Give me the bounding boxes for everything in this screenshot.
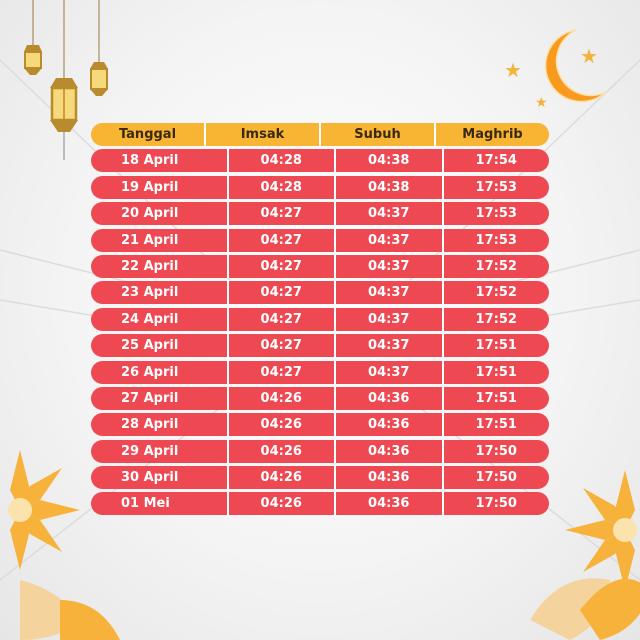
date-cell: 25 April [91,334,229,357]
date-cell: 22 April [91,255,229,278]
date-cell: 23 April [91,281,229,304]
subuh-cell: 04:37 [336,308,444,331]
imsak-cell: 04:28 [229,149,337,172]
date-cell: 28 April [91,413,229,436]
imsak-cell: 04:27 [229,308,337,331]
date-cell: 27 April [91,387,229,410]
maghrib-cell: 17:52 [475,311,517,327]
maghrib-cell: 17:50 [475,470,517,486]
date-cell: 26 April [91,361,229,384]
table-body [91,149,549,515]
imsak-cell: 04:27 [229,334,337,357]
subuh-cell: 04:36 [336,387,444,410]
imsak-cell: 04:26 [229,440,337,463]
maghrib-cell: 17:50 [475,496,517,512]
maghrib-cell: 17:51 [475,364,517,380]
date-cell: 18 April [91,149,229,172]
table-row [91,361,549,384]
imsak-cell: 04:27 [229,361,337,384]
maghrib-cell: 17:53 [475,179,517,195]
lantern-icon [44,0,84,170]
table-row [91,466,549,489]
imsak-cell: 04:27 [229,229,337,252]
date-cell: 30 April [91,466,229,489]
table-row [91,281,549,304]
subuh-cell: 04:36 [336,466,444,489]
lantern-icon [86,0,112,110]
date-cell: 24 April [91,308,229,331]
imsak-cell: 04:26 [229,387,337,410]
column-header-imsak: Imsak [206,123,321,146]
imsak-cell: 04:26 [229,492,337,515]
date-cell: 20 April [91,202,229,225]
maghrib-cell: 17:53 [475,232,517,248]
table-header [91,123,549,146]
maghrib-cell: 17:51 [475,390,517,406]
column-header-maghrib: Maghrib [462,127,523,142]
maghrib-cell: 17:52 [475,258,517,274]
subuh-cell: 04:38 [336,176,444,199]
table-row [91,308,549,331]
maghrib-cell: 17:50 [475,443,517,459]
date-cell: 01 Mei [91,492,229,515]
imsak-cell: 04:27 [229,255,337,278]
maghrib-cell: 17:51 [475,338,517,354]
imsak-cell: 04:27 [229,202,337,225]
imsak-cell: 04:28 [229,176,337,199]
table-row [91,229,549,252]
date-cell: 19 April [91,176,229,199]
table-row [91,176,549,199]
table-row [91,149,549,172]
star-icon: ★ [504,58,522,82]
prayer-schedule-table [91,123,549,519]
subuh-cell: 04:36 [336,492,444,515]
date-cell: 29 April [91,440,229,463]
star-icon: ★ [580,44,598,68]
subuh-cell: 04:37 [336,255,444,278]
subuh-cell: 04:36 [336,413,444,436]
table-row [91,255,549,278]
table-row [91,492,549,515]
subuh-cell: 04:37 [336,361,444,384]
column-header-date: Tanggal [91,123,206,146]
table-row [91,334,549,357]
date-cell: 21 April [91,229,229,252]
maghrib-cell: 17:52 [475,285,517,301]
maghrib-cell: 17:54 [475,153,517,169]
subuh-cell: 04:37 [336,334,444,357]
subuh-cell: 04:38 [336,149,444,172]
subuh-cell: 04:36 [336,440,444,463]
imsak-cell: 04:27 [229,281,337,304]
maghrib-cell: 17:51 [475,417,517,433]
subuh-cell: 04:37 [336,202,444,225]
subuh-cell: 04:37 [336,229,444,252]
column-header-subuh: Subuh [321,123,436,146]
subuh-cell: 04:37 [336,281,444,304]
maghrib-cell: 17:53 [475,206,517,222]
table-row [91,413,549,436]
table-row [91,202,549,225]
table-row [91,387,549,410]
imsak-cell: 04:26 [229,466,337,489]
star-icon: ★ [535,95,548,111]
table-row [91,440,549,463]
imsak-cell: 04:26 [229,413,337,436]
